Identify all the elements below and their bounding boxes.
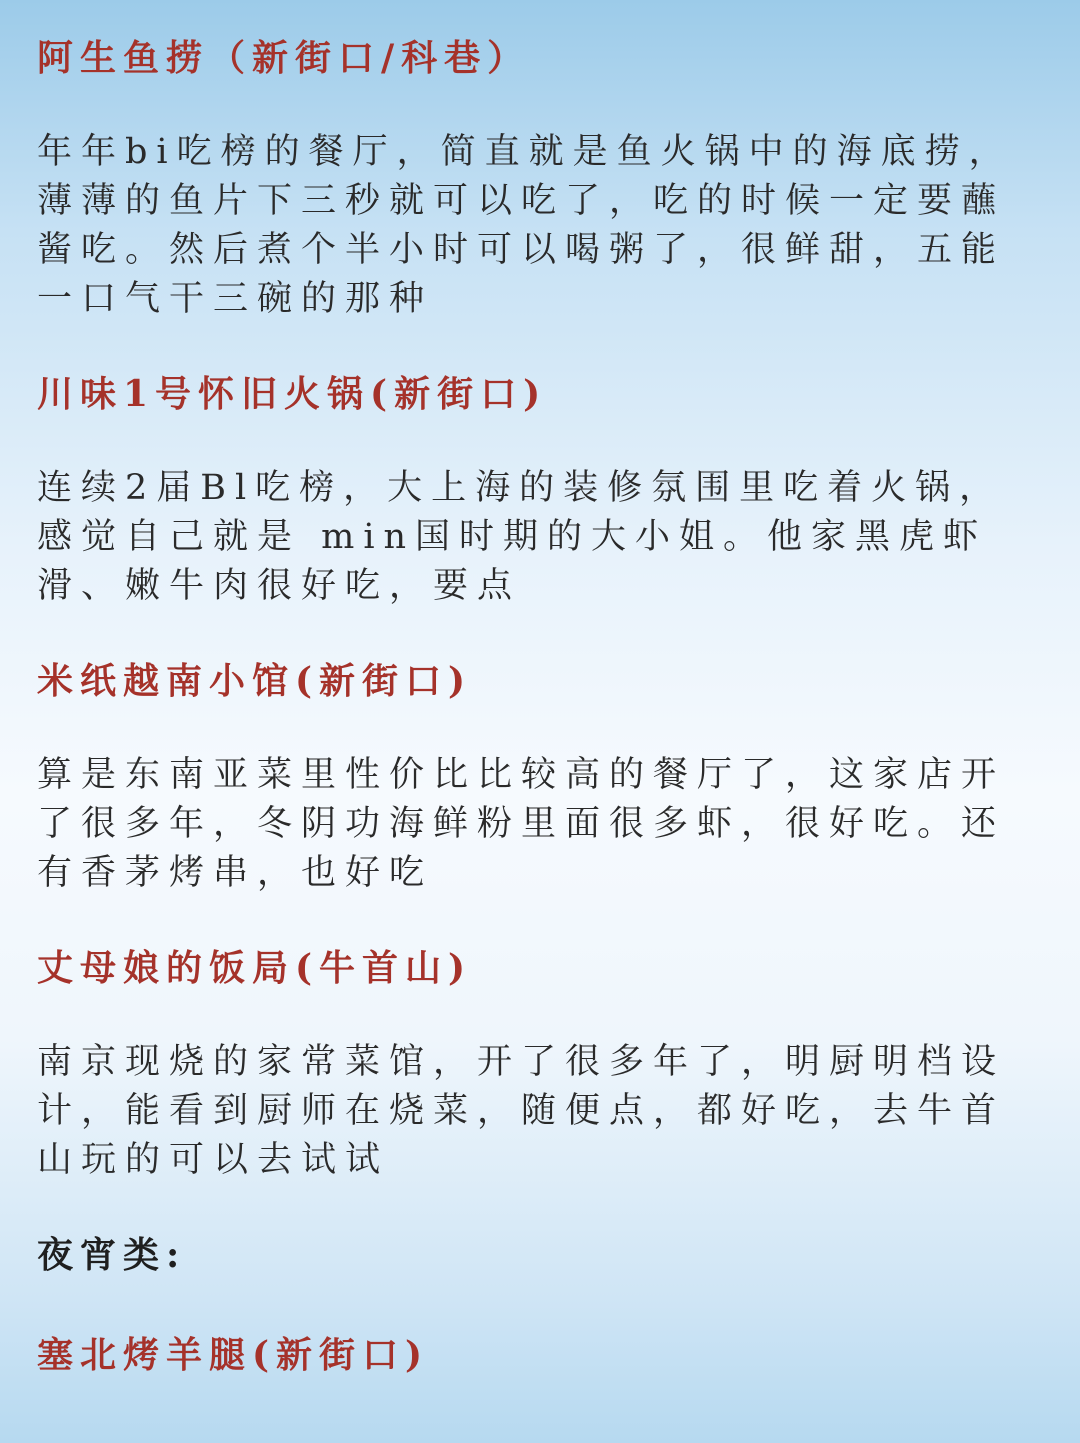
category-heading: 夜宵类: <box>37 1234 187 1276</box>
restaurant-entry <box>37 364 1047 651</box>
restaurant-entry <box>37 28 1047 364</box>
restaurant-title: 丈母娘的饭局(牛首山) <box>37 947 473 989</box>
restaurant-description: 算是东南亚菜里性价比比较高的餐厅了，这家店开了很多年，冬阴功海鲜粉里面很多虾，很好吃。还有香茅烤串，也好吃 <box>37 755 1006 893</box>
restaurant-title: 米纸越南小馆(新街口) <box>37 660 473 702</box>
article <box>37 28 1047 1385</box>
restaurant-description: 连续2届Bl吃榜，大上海的装修氛围里吃着火锅，感觉自己就是 min国时期的大小姐。他家黑虎虾滑、嫩牛肉很好吃，要点 <box>37 468 1004 606</box>
restaurant-description: 南京现烧的家常菜馆，开了很多年了，明厨明档设计，能看到厨师在烧菜，随便点，都好吃，去牛首山玩的可以去试试 <box>37 1042 1006 1180</box>
restaurant-title: 川味1号怀旧火锅(新街口) <box>37 373 548 415</box>
restaurant-description: 年年bi吃榜的餐厅，简直就是鱼火锅中的海底捞，薄薄的鱼片下三秒就可以吃了，吃的时候一定要蘸酱吃。然后煮个半小时可以喝粥了，很鲜甜，五能一口气干三碗的那种 <box>37 132 1013 319</box>
restaurant-entry <box>37 938 1047 1225</box>
restaurant-title: 塞北烤羊腿(新街口) <box>37 1334 430 1376</box>
restaurant-entry <box>37 651 1047 938</box>
restaurant-title: 阿生鱼捞（新街口/科巷） <box>37 37 531 79</box>
